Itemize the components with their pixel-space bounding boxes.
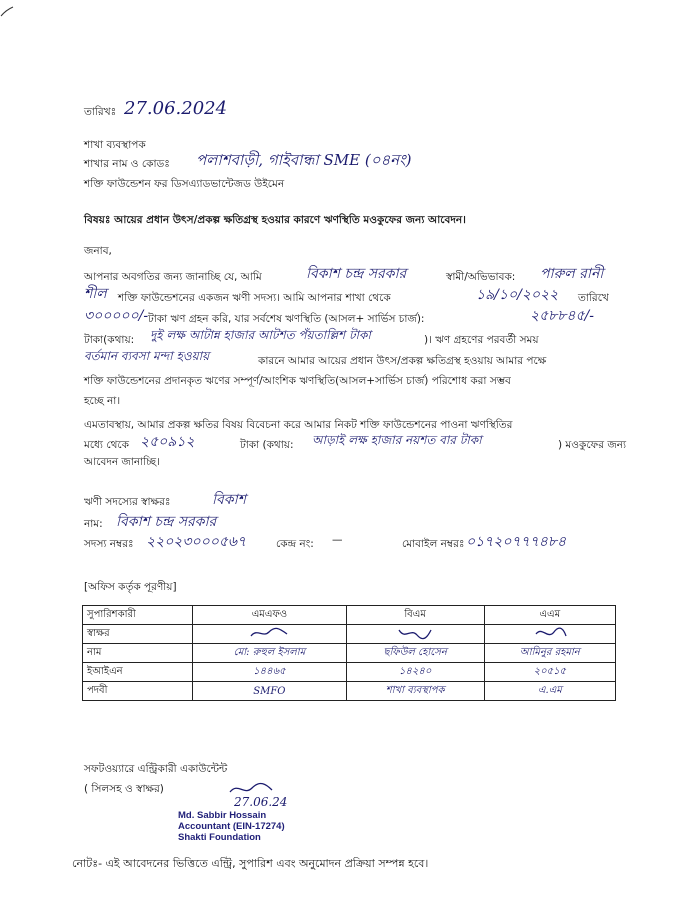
accountant-title: সফটওয়্যারে এন্ট্রিকারী একাউন্টেন্ট bbox=[84, 763, 228, 775]
table-cell: SMFO bbox=[193, 682, 346, 701]
signature-bm bbox=[346, 625, 484, 644]
para2-text-2: মধ্যে থেকে bbox=[84, 439, 129, 451]
table-cell: ২০৫১৫ bbox=[484, 663, 615, 682]
branch-value: পলাশবাড়ী, গাইবান্ধা SME (০৪নং) bbox=[196, 151, 412, 169]
signature-am bbox=[484, 625, 615, 644]
table-cell: পদবী bbox=[83, 682, 193, 701]
mobile-label: মোবাইল নম্বরঃ bbox=[402, 538, 465, 550]
member-name-label: নাম: bbox=[84, 518, 103, 530]
accountant-stamp bbox=[178, 810, 285, 843]
loan-amount: ৩০০০০০/- bbox=[84, 308, 149, 324]
para1-text-6: টাকা(কথায়: bbox=[84, 334, 135, 346]
signature-mfo bbox=[193, 625, 346, 644]
para1-text-5: টাকা ঋণ গ্রহন করি, যার সর্বশেষ ঋণস্থিতি (আসল+ সার্ভিস চার্জ): bbox=[148, 313, 425, 325]
table-row bbox=[83, 663, 616, 682]
para2-text-1: এমতাবস্থায়, আমার প্রকল্প ক্ষতির বিষয় বিবেচনা করে আমার নিকট শক্তি ফাউন্ডেশনের পাওনা ঋণস্থিতির bbox=[84, 419, 513, 431]
table-cell: ছফিউল হোসেন bbox=[346, 644, 484, 663]
table-row bbox=[83, 625, 616, 644]
table-cell: নাম bbox=[83, 644, 193, 663]
date-value: 27.06.2024 bbox=[124, 98, 228, 119]
table-cell: বিএম bbox=[346, 606, 484, 625]
stamp-line: Accountant (EIN-17274) bbox=[178, 821, 285, 832]
waiver-amount-words: আড়াই লক্ষ হাজার নয়শত বার টাকা bbox=[312, 433, 482, 447]
table-cell: সুপারিশকারী bbox=[83, 606, 193, 625]
table-cell: আমিনুর রহমান bbox=[484, 644, 615, 663]
applicant-name: বিকাশ চন্দ্র সরকার bbox=[306, 266, 407, 282]
waiver-amount: ২৫০৯১২ bbox=[140, 434, 195, 450]
accountant-instruction: ( সিলসহ ও স্বাক্ষর) bbox=[84, 783, 164, 795]
para1-text-1: আপনার অবগতির জন্য জানাচ্ছি যে, আমি bbox=[84, 271, 262, 283]
table-cell: ইআইএন bbox=[83, 663, 193, 682]
table-row bbox=[83, 644, 616, 663]
table-row bbox=[83, 682, 616, 701]
center-number-label: কেন্দ্র নং: bbox=[276, 538, 314, 550]
accountant-date: 27.06.24 bbox=[234, 795, 288, 809]
stamp-line: Shakti Foundation bbox=[178, 832, 261, 843]
loan-balance: ২৫৮৮৪৫/- bbox=[530, 308, 594, 324]
table-cell: এমএফও bbox=[193, 606, 346, 625]
stamp-line: Md. Sabbir Hossain bbox=[178, 810, 267, 821]
branch-label: শাখার নাম ও কোডঃ bbox=[84, 158, 170, 170]
para1-text-10: হচ্ছে না। bbox=[84, 395, 121, 407]
para2-text-3: টাকা (কথায়: bbox=[240, 439, 294, 451]
center-number: — bbox=[332, 534, 343, 546]
para1-text-8: কারনে আমার আয়ের প্রধান উৎস/প্রকল্প ক্ষতিগ্রস্থ হওয়ায় আমার পক্ষে bbox=[258, 355, 547, 367]
member-signature: বিকাশ bbox=[212, 492, 246, 508]
balance-words: দুই লক্ষ আটান্ন হাজার আটশত পঁয়তাল্লিশ টাকা bbox=[150, 328, 371, 342]
table-cell: এএম bbox=[484, 606, 615, 625]
subject: বিষয়ঃ আয়ের প্রধান উৎস/প্রকল্প ক্ষতিগ্রস্থ হওয়ার কারণে ঋণস্থিতি মওকুফের জন্য আবেদন। bbox=[84, 214, 466, 226]
addressee-title: শাখা ব্যবস্থাপক bbox=[84, 139, 146, 151]
office-recommendation-table bbox=[82, 605, 616, 701]
guardian-name: পারুল রানী bbox=[540, 266, 604, 282]
table-cell: ১৪২৪০ bbox=[346, 663, 484, 682]
mobile-number: ০১৭২০৭৭৭৪৮৪ bbox=[466, 534, 567, 550]
member-name: বিকাশ চন্দ্র সরকার bbox=[116, 514, 217, 530]
para2-text-4: ) মওকুফের জন্য bbox=[558, 439, 627, 451]
member-number-label: সদস্য নম্বরঃ bbox=[84, 538, 134, 550]
member-number: ২২০২৩০০০৫৬৭ bbox=[146, 534, 247, 550]
para1-text-3: শক্তি ফাউন্ডেশনের একজন ঋণী সদস্য। আমি আপনার শাখা থেকে bbox=[118, 292, 391, 304]
salutation: জনাব, bbox=[84, 245, 112, 257]
accountant-signature bbox=[228, 782, 274, 796]
table-cell: ১৪৪৬৫ bbox=[193, 663, 346, 682]
hardship-reason: বর্তমান ব্যবসা মন্দা হওয়ায় bbox=[84, 349, 210, 363]
para1-text-7: )। ঋণ গ্রহণের পরবর্তী সময় bbox=[424, 334, 539, 346]
para1-text-4: তারিখে bbox=[578, 292, 609, 304]
table-cell: এ.এম bbox=[484, 682, 615, 701]
para1-text-9: শক্তি ফাউন্ডেশনের প্রদানকৃত ঋণের সম্পূর্ণ/আংশিক ঋণস্থিতি(আসল+সার্ভিস চার্জ) পরিশোধ করা সম্ভব bbox=[84, 375, 511, 387]
para1-text-2: স্বামী/অভিভাবক: bbox=[446, 271, 516, 283]
table-header-row bbox=[83, 606, 616, 625]
corner-scribble bbox=[0, 6, 14, 18]
organization-name: শক্তি ফাউন্ডেশন ফর ডিসএ্যাডভান্টেজড উইমেন bbox=[84, 178, 285, 190]
table-cell: মো: রুহুল ইসলাম bbox=[193, 644, 346, 663]
para2-text-5: আবেদন জানাচ্ছি। bbox=[84, 456, 160, 468]
date-label: তারিখঃ bbox=[84, 106, 117, 118]
loan-date: ১৯/১০/২০২২ bbox=[476, 287, 559, 303]
table-cell: স্বাক্ষর bbox=[83, 625, 193, 644]
member-signature-label: ঋণী সদস্যের স্বাক্ষরঃ bbox=[84, 496, 171, 508]
office-heading: [অফিস কর্তৃক পূরণীয়] bbox=[84, 581, 177, 593]
guardian-name-2: শীল bbox=[84, 286, 107, 302]
table-cell: শাখা ব্যবস্থাপক bbox=[346, 682, 484, 701]
footer-note: নোটঃ- এই আবেদনের ভিত্তিতে এন্ট্রি, সুপারিশ এবং অনুমোদন প্রক্রিয়া সম্পন্ন হবে। bbox=[72, 857, 429, 870]
